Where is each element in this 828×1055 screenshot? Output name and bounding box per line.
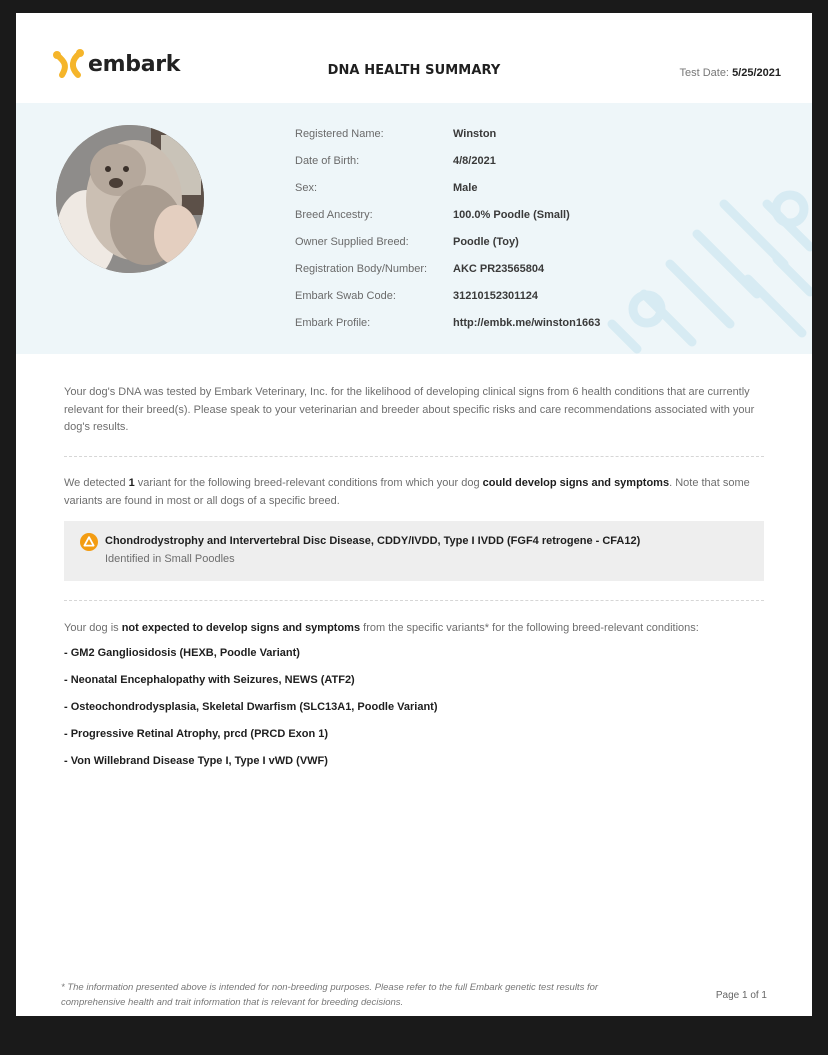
not-expected-emphasis: not expected to develop signs and symptoms [121,622,361,634]
not-expected-paragraph [64,620,764,638]
list-item: - Von Willebrand Disease Type I, Type I vWD (VWF) [64,755,328,767]
warning-triangle-icon [80,533,98,551]
list-item: - Progressive Retinal Atrophy, prcd (PRCD Exon 1) [64,728,329,740]
detected-text-mid: variant for the following breed-relevant conditions from which your dog [134,477,483,489]
page-number: Page 1 of 1 [715,990,767,1001]
detected-text-pre: We detected [64,477,129,489]
info-row [295,182,600,209]
info-row [295,128,600,155]
footnote: * The information presented above is intended for non-breeding purposes. Please refer to the full Embark genetic test results for comprehensive health and trait information that is relevant for breeding decisions. [61,982,599,1008]
detected-text-post: . Note that some variants are found in most or all dogs of a specific breed. [64,477,750,507]
info-value: AKC PR23565804 [453,263,545,275]
info-label: Sex: [295,182,318,194]
not-expected-pre: Your dog is [64,622,122,634]
info-label: Embark Profile: [295,317,371,329]
embark-profile-link[interactable]: http://embk.me/winston1663 [453,317,601,329]
info-row [295,290,600,317]
list-item: - Osteochondrodysplasia, Skeletal Dwarfism (SLC13A1, Poodle Variant) [64,701,438,713]
page-title: DNA HEALTH SUMMARY [327,63,501,78]
not-expected-post: from the specific variants* for the following breed-relevant conditions: [360,622,699,634]
info-row [295,317,600,344]
detected-emphasis: could develop signs and symptoms [482,477,670,489]
variant-count: 1 [128,477,135,489]
divider [64,456,764,457]
dog-photo [56,125,204,273]
dog-photo-image [56,125,204,273]
report-header [16,13,812,103]
info-row [295,236,600,263]
variant-card [64,521,764,581]
list-item: - GM2 Gangliosidosis (HEXB, Poodle Variant) [64,647,300,659]
info-row [295,263,600,290]
info-value: Male [453,182,478,194]
test-date-label: Test Date: [679,67,729,79]
info-label: Embark Swab Code: [295,290,396,302]
info-label: Registered Name: [295,128,384,140]
info-row [295,155,600,182]
detected-paragraph [64,475,764,510]
info-row [295,209,600,236]
test-date [679,67,781,79]
info-label: Breed Ancestry: [295,209,373,221]
variant-note: Identified in Small Poodles [105,553,235,565]
info-value: 31210152301124 [453,290,539,302]
variant-name: Chondrodystrophy and Intervertebral Disc Disease, CDDY/IVDD, Type I IVDD (FGF4 retrogene - CFA12) [105,535,641,547]
info-value: Poodle (Toy) [453,236,519,248]
profile-band [16,103,812,354]
info-label: Registration Body/Number: [295,263,428,275]
intro-paragraph: Your dog's DNA was tested by Embark Veterinary, Inc. for the likelihood of developing clinical signs from 6 health conditions that are currently relevant for their breed(s). Please speak to your veterinarian and breeder about specific risks and care recommendations associated with your dog's results. [64,386,755,433]
info-value: Winston [453,128,497,140]
info-value: 4/8/2021 [453,155,496,167]
list-item: - Neonatal Encephalopathy with Seizures, NEWS (ATF2) [64,674,355,686]
info-label: Owner Supplied Breed: [295,236,409,248]
test-date-value: 5/25/2021 [732,67,781,79]
info-label: Date of Birth: [295,155,360,167]
divider [64,600,764,601]
brand-name: embark [88,51,181,77]
info-value: 100.0% Poodle (Small) [453,209,570,221]
conditions-list [64,647,438,782]
document-page [16,13,812,1016]
dog-info [295,128,600,344]
